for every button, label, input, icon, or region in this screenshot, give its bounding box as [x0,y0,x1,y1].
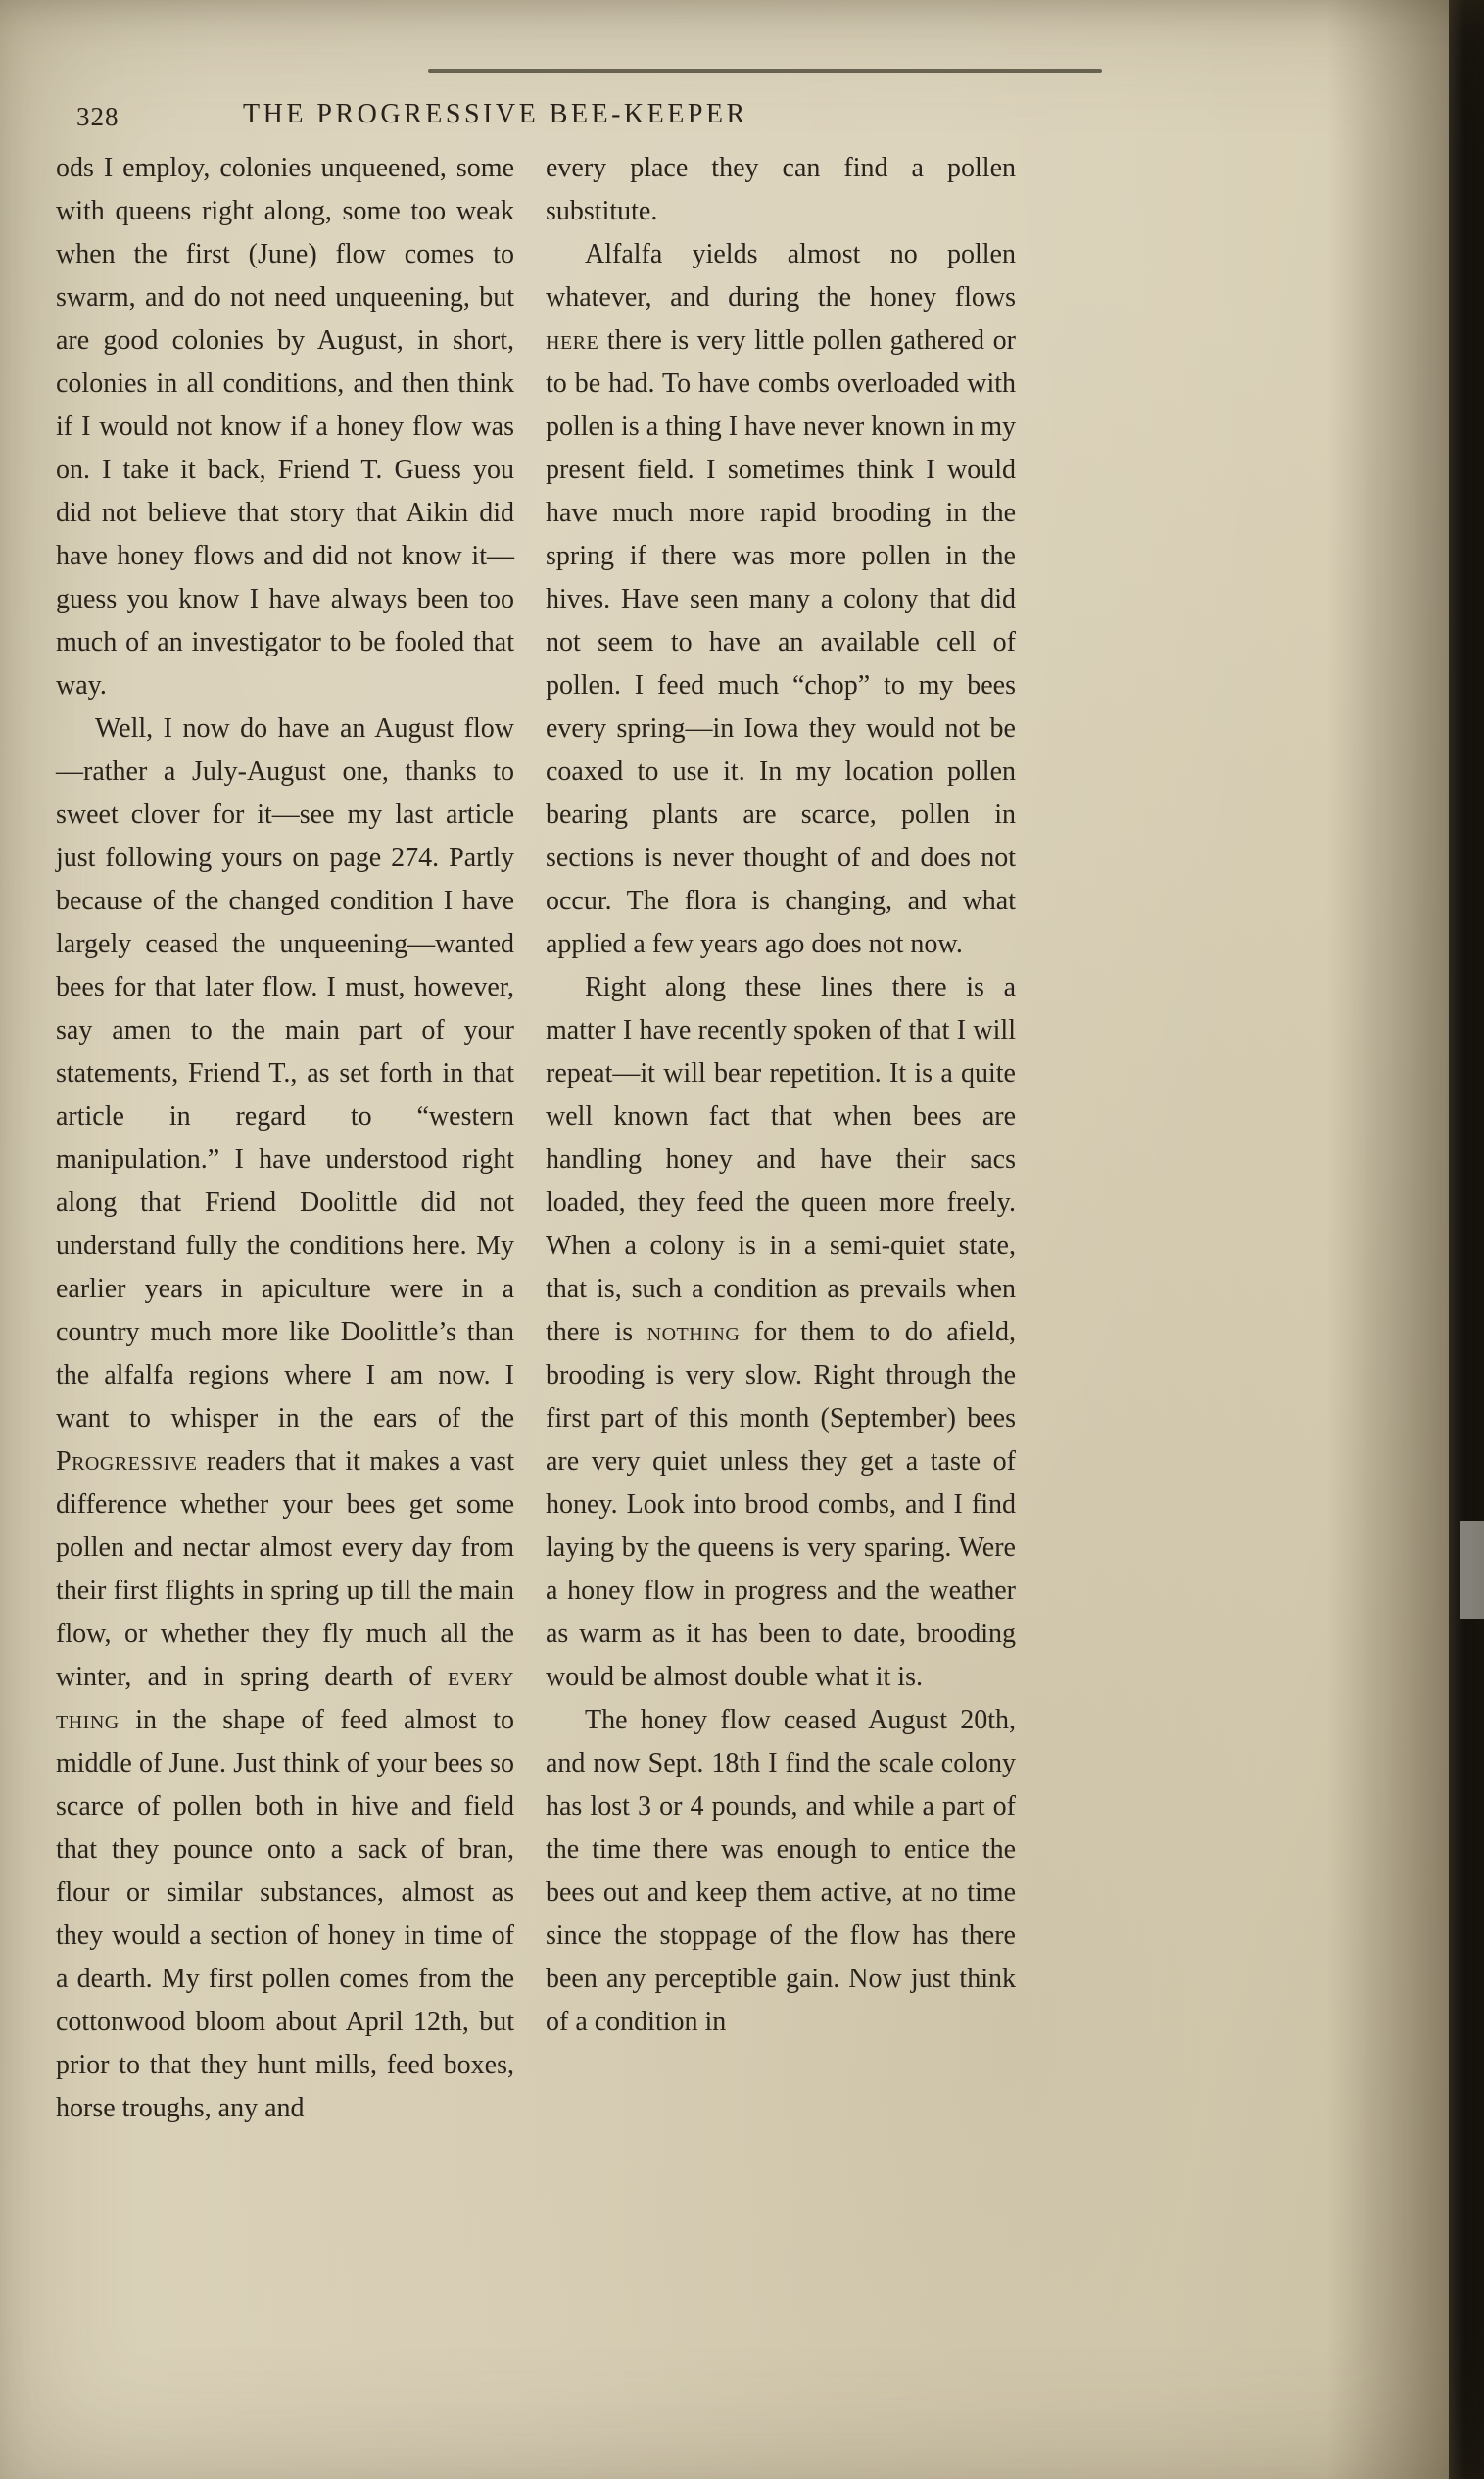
smallcaps-text: here [546,325,599,356]
body-text: Alfalfa yields almost no pollen whatever, and during the honey flows [546,239,1016,313]
smallcaps-text: Progressive [56,1446,198,1477]
page-number: 328 [76,102,120,131]
body-text: in the shape of feed almost to middle of June. Just think of your bees so scarce of pollen both in hive and field that they pounce onto a sack of bran, flour or similar substances, almost as they would a section of honey in time of a dearth. My first pollen comes from the cottonwood bloom about April 12th, but prior to that they hunt mills, feed boxes, horse troughs, any and [56,1705,514,2123]
paragraph [56,147,514,707]
scan-artifact-line [428,69,1102,73]
paragraph [546,1699,1016,2044]
body-text: every place they can find a pollen substitute. [546,153,1016,226]
body-text: The honey flow ceased August 20th, and now Sept. 18th I find the scale colony has lost 3 or 4 pounds, and while a part of the time there was enough to entice the bees out and keep them active, at no time since the stoppage of the flow has there been any perceptible gain. Now just think of a condition in [546,1705,1016,2037]
book-edge [1449,0,1484,2479]
paragraph [56,707,514,2130]
book-edge-notch [1460,1521,1484,1619]
paragraph [546,147,1016,233]
page-gutter-shadow [1326,0,1449,2479]
left-column [56,147,514,2130]
body-text: Right along these lines there is a matter I have recently spoken of that I will repeat—it will bear repetition. It is a quite well known fact that when bees are handling honey and have their sacs loaded, they feed the queen more freely. When a colony is in a semi-quiet state, that is, such a condition as prevails when there is [546,972,1016,1347]
paragraph [546,966,1016,1699]
smallcaps-text: every thing [56,1662,514,1735]
body-text: there is very little pollen gathered or to be had. To have combs overloaded with pollen is a thing I have never known in my present field. I sometimes think I would have much more rapid brooding in the spring if there was more pollen in the hives. Have seen many a colony that did not seem to have an available cell of pollen. I feed much “chop” to my bees every spring—in Iowa they would not be coaxed to use it. In my location pollen bearing plants are scarce, pollen in sections is never thought of and does not occur. The flora is changing, and what applied a few years ago does not now. [546,325,1016,959]
body-text: Well, I now do have an August flow—rather a July-August one, thanks to sweet clover for it—see my last article just following yours on page 274. Partly because of the changed condition I have largely ceased the unqueening—wanted bees for that later flow. I must, however, say amen to the main part of your statements, Friend T., as set forth in that article in regard to “western manipulation.” I have understood right along that Friend Doolittle did not understand fully the conditions here. My earlier years in apiculture were in a country much more like Doolittle’s than the alfalfa regions where I am now. I want to whisper in the ears of the [56,713,514,1434]
right-column [546,147,1016,2044]
page-title: THE PROGRESSIVE BEE-KEEPER [243,99,748,129]
paragraph [546,233,1016,966]
smallcaps-text: nothing [646,1317,741,1347]
body-text: ods I employ, colonies unqueened, some with queens right along, some too weak when the first (June) flow comes to swarm, and do not need unqueening, but are good colonies by August, in short, colonies in all conditions, and then think if I would not know if a honey flow was on. I take it back, Friend T. Guess you did not believe that story that Aikin did have honey flows and did not know it—guess you know I have always been too much of an investigator to be fooled that way. [56,153,514,701]
body-text: readers that it makes a vast difference whether your bees get some pollen and nectar almost every day from their first flights in spring up till the main flow, or whether they fly much all the winter, and in spring dearth of [56,1446,514,1692]
body-text: for them to do afield, brooding is very slow. Right through the first part of this month (September) bees are very quiet unless they get a taste of honey. Look into brood combs, and I find laying by the queens is very sparing. Were a honey flow in progress and the weather as warm as it has been to date, brooding would be almost double what it is. [546,1317,1016,1692]
